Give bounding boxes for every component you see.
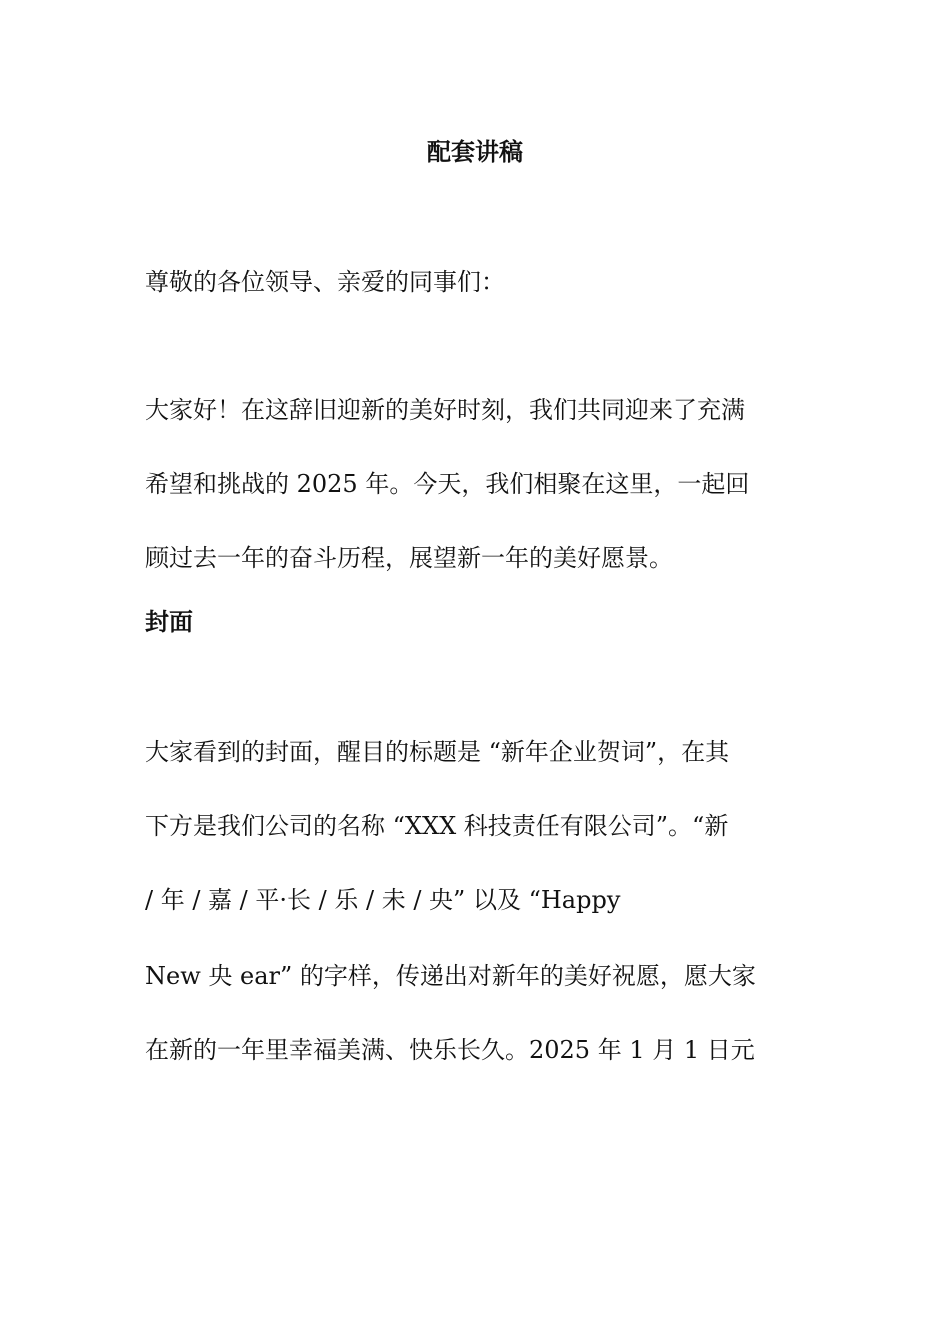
salutation: 尊敬的各位领导、亲爱的同事们： <box>145 268 505 296</box>
section-line-3: / 年 / 嘉 / 平·长 / 乐 / 未 / 央” 以及 “Happy <box>145 886 621 914</box>
section-line-1: 大家看到的封面，醒目的标题是 “新年企业贺词”，在其 <box>145 738 730 766</box>
intro-line-1: 大家好！在这辞旧迎新的美好时刻，我们共同迎来了充满 <box>145 396 745 424</box>
document-title: 配套讲稿 <box>427 137 523 166</box>
section-line-4: New 央 ear” 的字样，传递出对新年的美好祝愿，愿大家 <box>145 962 756 990</box>
section-line-5: 在新的一年里幸福美满、快乐长久。2025 年 1 月 1 日元 <box>145 1036 755 1064</box>
section-heading: 封面 <box>145 607 193 636</box>
section-line-2: 下方是我们公司的名称 “XXX 科技责任有限公司”。“新 <box>145 812 729 840</box>
intro-line-2: 希望和挑战的 2025 年。今天，我们相聚在这里，一起回 <box>145 470 750 498</box>
intro-line-3: 顾过去一年的奋斗历程，展望新一年的美好愿景。 <box>145 544 673 572</box>
